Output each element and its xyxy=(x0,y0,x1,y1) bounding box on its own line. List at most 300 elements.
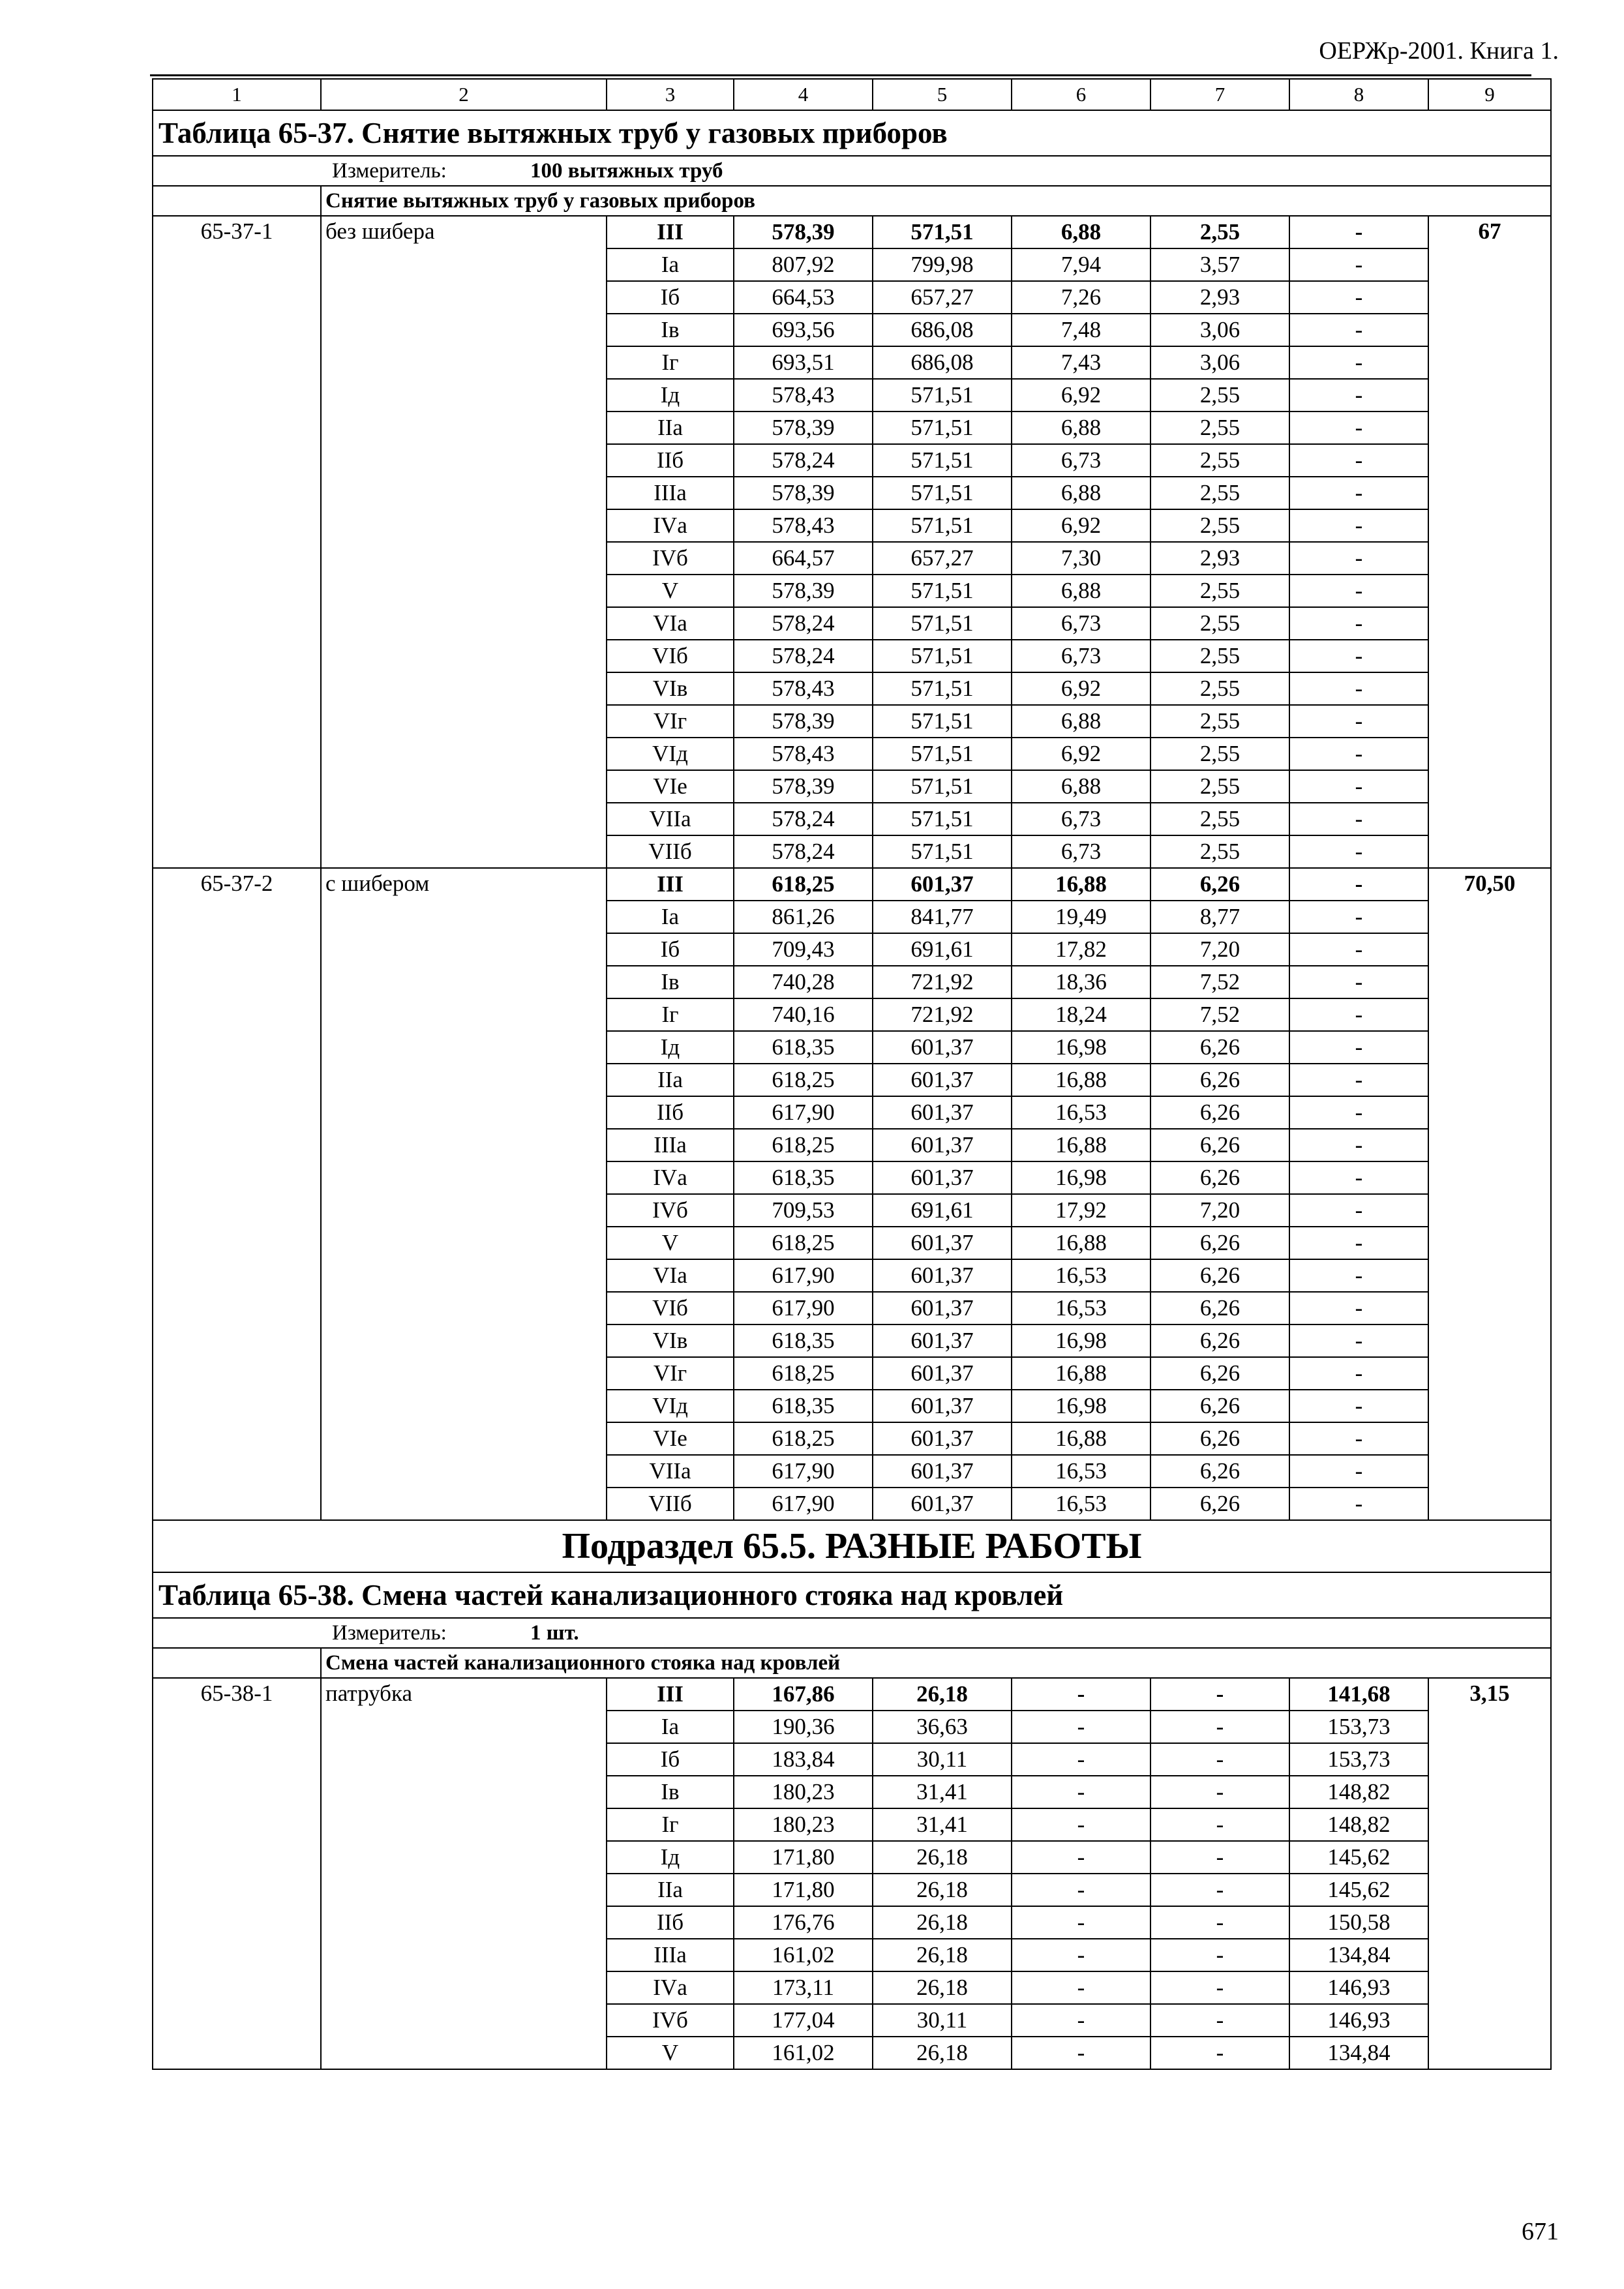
machine-cost: - xyxy=(1012,1743,1150,1776)
region-code: Iг xyxy=(607,1808,734,1841)
materials-cost: - xyxy=(1289,901,1428,933)
machine-cost: 6,92 xyxy=(1012,509,1150,542)
machinist-wage: 7,20 xyxy=(1150,933,1289,966)
labor-cost: 657,27 xyxy=(873,281,1012,314)
labor-cost: 691,61 xyxy=(873,1194,1012,1227)
labor-cost: 601,37 xyxy=(873,1129,1012,1161)
machine-cost: 7,43 xyxy=(1012,346,1150,379)
item-code: 65-37-2 xyxy=(153,868,321,1520)
machine-cost: 6,88 xyxy=(1012,575,1150,607)
machinist-wage: 8,77 xyxy=(1150,901,1289,933)
region-code: Iд xyxy=(607,379,734,411)
group-spacer xyxy=(153,1648,321,1678)
labor-cost: 26,18 xyxy=(873,1971,1012,2004)
machine-cost: - xyxy=(1012,1874,1150,1906)
machinist-wage: 2,55 xyxy=(1150,444,1289,477)
total-cost: 578,24 xyxy=(734,444,873,477)
rates-table xyxy=(152,78,1552,2070)
labor-cost: 721,92 xyxy=(873,966,1012,998)
machine-cost: 18,36 xyxy=(1012,966,1150,998)
total-cost: 618,25 xyxy=(734,868,873,901)
labor-cost: 691,61 xyxy=(873,933,1012,966)
machinist-wage: 6,26 xyxy=(1150,1455,1289,1488)
materials-cost: - xyxy=(1289,705,1428,738)
materials-cost: - xyxy=(1289,1390,1428,1422)
region-code: IIб xyxy=(607,1096,734,1129)
machinist-wage: 6,26 xyxy=(1150,1161,1289,1194)
machine-cost: 16,88 xyxy=(1012,1064,1150,1096)
machinist-wage: - xyxy=(1150,2037,1289,2069)
machinist-wage: 2,55 xyxy=(1150,216,1289,248)
materials-cost: - xyxy=(1289,1064,1428,1096)
machinist-wage: - xyxy=(1150,1808,1289,1841)
machine-cost: 6,88 xyxy=(1012,411,1150,444)
total-cost: 161,02 xyxy=(734,2037,873,2069)
group-row xyxy=(153,1648,1551,1678)
materials-cost: 148,82 xyxy=(1289,1776,1428,1808)
machinist-wage: - xyxy=(1150,1906,1289,1939)
table-row xyxy=(153,216,1551,248)
total-cost: 693,51 xyxy=(734,346,873,379)
materials-cost: - xyxy=(1289,1259,1428,1292)
unit-value: 1 шт. xyxy=(530,1621,579,1645)
region-code: V xyxy=(607,1227,734,1259)
total-cost: 617,90 xyxy=(734,1259,873,1292)
total-cost: 173,11 xyxy=(734,1971,873,2004)
machine-cost: 6,73 xyxy=(1012,444,1150,477)
labor-cost: 657,27 xyxy=(873,542,1012,575)
materials-cost: - xyxy=(1289,868,1428,901)
materials-cost: - xyxy=(1289,1227,1428,1259)
materials-cost: - xyxy=(1289,672,1428,705)
machine-cost: - xyxy=(1012,1776,1150,1808)
labor-cost: 601,37 xyxy=(873,1324,1012,1357)
labor-cost: 26,18 xyxy=(873,1678,1012,1711)
materials-cost: - xyxy=(1289,248,1428,281)
materials-cost: - xyxy=(1289,1324,1428,1357)
machine-cost: 7,94 xyxy=(1012,248,1150,281)
materials-cost: - xyxy=(1289,803,1428,835)
column-number: 2 xyxy=(321,79,607,110)
materials-cost: - xyxy=(1289,346,1428,379)
machinist-wage: 6,26 xyxy=(1150,1390,1289,1422)
labor-cost: 571,51 xyxy=(873,672,1012,705)
machinist-wage: 3,06 xyxy=(1150,314,1289,346)
machinist-wage: 6,26 xyxy=(1150,1227,1289,1259)
header-rule xyxy=(150,74,1531,76)
total-cost: 618,35 xyxy=(734,1161,873,1194)
materials-cost: - xyxy=(1289,411,1428,444)
labor-cost: 26,18 xyxy=(873,1906,1012,1939)
column-number: 8 xyxy=(1289,79,1428,110)
labor-cost: 571,51 xyxy=(873,411,1012,444)
item-name: патрубка xyxy=(321,1678,607,2069)
machinist-wage: 6,26 xyxy=(1150,1422,1289,1455)
materials-cost: - xyxy=(1289,1455,1428,1488)
region-code: VIIа xyxy=(607,1455,734,1488)
region-code: IVа xyxy=(607,1161,734,1194)
labor-cost: 571,51 xyxy=(873,216,1012,248)
materials-cost: 145,62 xyxy=(1289,1874,1428,1906)
machine-cost: - xyxy=(1012,1678,1150,1711)
region-code: Iб xyxy=(607,933,734,966)
region-code: Iг xyxy=(607,998,734,1031)
region-code: Iа xyxy=(607,1711,734,1743)
region-code: IVб xyxy=(607,542,734,575)
materials-cost: 153,73 xyxy=(1289,1743,1428,1776)
item-name: без шибера xyxy=(321,216,607,868)
machine-cost: 16,53 xyxy=(1012,1292,1150,1324)
column-number: 1 xyxy=(153,79,321,110)
region-code: VIв xyxy=(607,672,734,705)
unit-label: Измеритель: xyxy=(332,1621,447,1645)
machinist-wage: 7,52 xyxy=(1150,966,1289,998)
column-number: 4 xyxy=(734,79,873,110)
running-header: ОЕРЖр-2001. Книга 1. xyxy=(1319,37,1559,65)
labor-cost: 601,37 xyxy=(873,868,1012,901)
labor-cost: 26,18 xyxy=(873,2037,1012,2069)
total-cost: 167,86 xyxy=(734,1678,873,1711)
machine-cost: 6,73 xyxy=(1012,803,1150,835)
labor-hours: 70,50 xyxy=(1428,868,1551,1520)
labor-cost: 841,77 xyxy=(873,901,1012,933)
total-cost: 664,57 xyxy=(734,542,873,575)
labor-cost: 601,37 xyxy=(873,1455,1012,1488)
machinist-wage: 6,26 xyxy=(1150,868,1289,901)
region-code: Iв xyxy=(607,1776,734,1808)
materials-cost: - xyxy=(1289,314,1428,346)
total-cost: 618,25 xyxy=(734,1064,873,1096)
labor-cost: 26,18 xyxy=(873,1939,1012,1971)
labor-cost: 799,98 xyxy=(873,248,1012,281)
total-cost: 709,43 xyxy=(734,933,873,966)
region-code: VIа xyxy=(607,1259,734,1292)
labor-cost: 686,08 xyxy=(873,314,1012,346)
machine-cost: - xyxy=(1012,1841,1150,1874)
total-cost: 578,39 xyxy=(734,216,873,248)
item-code: 65-38-1 xyxy=(153,1678,321,2069)
machinist-wage: - xyxy=(1150,1971,1289,2004)
region-code: Iб xyxy=(607,281,734,314)
materials-cost: - xyxy=(1289,998,1428,1031)
machinist-wage: 7,20 xyxy=(1150,1194,1289,1227)
region-code: Iд xyxy=(607,1841,734,1874)
machine-cost: 16,53 xyxy=(1012,1259,1150,1292)
total-cost: 190,36 xyxy=(734,1711,873,1743)
machine-cost: 6,88 xyxy=(1012,705,1150,738)
machinist-wage: 2,55 xyxy=(1150,672,1289,705)
machine-cost: 6,88 xyxy=(1012,770,1150,803)
total-cost: 709,53 xyxy=(734,1194,873,1227)
region-code: III xyxy=(607,216,734,248)
total-cost: 578,39 xyxy=(734,575,873,607)
region-code: Iа xyxy=(607,248,734,281)
labor-cost: 686,08 xyxy=(873,346,1012,379)
total-cost: 693,56 xyxy=(734,314,873,346)
machine-cost: 16,88 xyxy=(1012,1129,1150,1161)
machine-cost: - xyxy=(1012,1711,1150,1743)
subsection-row xyxy=(153,1520,1551,1572)
table-title: Таблица 65-37. Снятие вытяжных труб у газовых приборов xyxy=(153,110,1551,156)
labor-cost: 30,11 xyxy=(873,1743,1012,1776)
machinist-wage: 2,55 xyxy=(1150,411,1289,444)
subsection-title: Подраздел 65.5. РАЗНЫЕ РАБОТЫ xyxy=(153,1520,1551,1572)
labor-cost: 571,51 xyxy=(873,705,1012,738)
labor-cost: 571,51 xyxy=(873,803,1012,835)
region-code: IIа xyxy=(607,1064,734,1096)
machine-cost: 17,82 xyxy=(1012,933,1150,966)
total-cost: 861,26 xyxy=(734,901,873,933)
region-code: IVб xyxy=(607,1194,734,1227)
labor-cost: 601,37 xyxy=(873,1031,1012,1064)
total-cost: 180,23 xyxy=(734,1776,873,1808)
materials-cost: - xyxy=(1289,640,1428,672)
labor-cost: 601,37 xyxy=(873,1488,1012,1520)
machinist-wage: 2,93 xyxy=(1150,542,1289,575)
region-code: IVб xyxy=(607,2004,734,2037)
total-cost: 180,23 xyxy=(734,1808,873,1841)
region-code: IIIа xyxy=(607,477,734,509)
region-code: IIа xyxy=(607,411,734,444)
machine-cost: 16,53 xyxy=(1012,1455,1150,1488)
region-code: VIIб xyxy=(607,1488,734,1520)
total-cost: 618,25 xyxy=(734,1227,873,1259)
total-cost: 578,43 xyxy=(734,509,873,542)
region-code: IIIа xyxy=(607,1939,734,1971)
materials-cost: - xyxy=(1289,216,1428,248)
machinist-wage: 2,55 xyxy=(1150,803,1289,835)
column-number: 6 xyxy=(1012,79,1150,110)
machine-cost: - xyxy=(1012,2037,1150,2069)
region-code: VIд xyxy=(607,1390,734,1422)
machinist-wage: 6,26 xyxy=(1150,1259,1289,1292)
machine-cost: 7,48 xyxy=(1012,314,1150,346)
region-code: Iд xyxy=(607,1031,734,1064)
machinist-wage: 2,55 xyxy=(1150,575,1289,607)
total-cost: 578,24 xyxy=(734,607,873,640)
table-title-row xyxy=(153,110,1551,156)
total-cost: 618,25 xyxy=(734,1357,873,1390)
labor-cost: 601,37 xyxy=(873,1422,1012,1455)
region-code: VIб xyxy=(607,1292,734,1324)
column-number: 7 xyxy=(1150,79,1289,110)
machinist-wage: 6,26 xyxy=(1150,1488,1289,1520)
column-number: 5 xyxy=(873,79,1012,110)
total-cost: 664,53 xyxy=(734,281,873,314)
total-cost: 578,39 xyxy=(734,705,873,738)
machine-cost: 16,88 xyxy=(1012,1357,1150,1390)
machine-cost: - xyxy=(1012,1971,1150,2004)
total-cost: 740,16 xyxy=(734,998,873,1031)
group-title: Смена частей канализационного стояка над кровлей xyxy=(321,1648,1551,1678)
column-number: 9 xyxy=(1428,79,1551,110)
materials-cost: - xyxy=(1289,1031,1428,1064)
machinist-wage: 2,55 xyxy=(1150,705,1289,738)
labor-cost: 571,51 xyxy=(873,770,1012,803)
region-code: VIг xyxy=(607,705,734,738)
materials-cost: - xyxy=(1289,835,1428,868)
machinist-wage: - xyxy=(1150,1776,1289,1808)
materials-cost: - xyxy=(1289,1161,1428,1194)
machine-cost: 6,88 xyxy=(1012,216,1150,248)
group-spacer xyxy=(153,186,321,216)
materials-cost: 145,62 xyxy=(1289,1841,1428,1874)
materials-cost: - xyxy=(1289,1422,1428,1455)
labor-cost: 601,37 xyxy=(873,1227,1012,1259)
materials-cost: - xyxy=(1289,607,1428,640)
machinist-wage: 3,57 xyxy=(1150,248,1289,281)
region-code: VIе xyxy=(607,770,734,803)
machinist-wage: 2,55 xyxy=(1150,477,1289,509)
region-code: VIIб xyxy=(607,835,734,868)
total-cost: 618,35 xyxy=(734,1031,873,1064)
machine-cost: 16,53 xyxy=(1012,1096,1150,1129)
machinist-wage: 2,55 xyxy=(1150,770,1289,803)
materials-cost: - xyxy=(1289,444,1428,477)
machinist-wage: 2,55 xyxy=(1150,835,1289,868)
materials-cost: 134,84 xyxy=(1289,1939,1428,1971)
region-code: Iб xyxy=(607,1743,734,1776)
labor-cost: 571,51 xyxy=(873,738,1012,770)
machine-cost: 16,98 xyxy=(1012,1031,1150,1064)
machine-cost: 18,24 xyxy=(1012,998,1150,1031)
unit-row xyxy=(153,1618,1551,1648)
machine-cost: 16,88 xyxy=(1012,1227,1150,1259)
machine-cost: 16,88 xyxy=(1012,868,1150,901)
materials-cost: 146,93 xyxy=(1289,2004,1428,2037)
materials-cost: - xyxy=(1289,1194,1428,1227)
machinist-wage: 2,55 xyxy=(1150,509,1289,542)
materials-cost: 148,82 xyxy=(1289,1808,1428,1841)
machine-cost: 17,92 xyxy=(1012,1194,1150,1227)
machine-cost: 6,73 xyxy=(1012,607,1150,640)
total-cost: 578,39 xyxy=(734,770,873,803)
machinist-wage: 3,06 xyxy=(1150,346,1289,379)
unit-cell xyxy=(153,1618,1551,1648)
machine-cost: 6,92 xyxy=(1012,672,1150,705)
unit-cell xyxy=(153,156,1551,186)
total-cost: 807,92 xyxy=(734,248,873,281)
region-code: IVа xyxy=(607,509,734,542)
group-title: Снятие вытяжных труб у газовых приборов xyxy=(321,186,1551,216)
region-code: III xyxy=(607,868,734,901)
labor-cost: 571,51 xyxy=(873,835,1012,868)
total-cost: 578,43 xyxy=(734,738,873,770)
region-code: IIIа xyxy=(607,1129,734,1161)
labor-cost: 26,18 xyxy=(873,1841,1012,1874)
total-cost: 578,43 xyxy=(734,379,873,411)
machine-cost: 16,98 xyxy=(1012,1324,1150,1357)
materials-cost: - xyxy=(1289,933,1428,966)
machine-cost: 6,73 xyxy=(1012,835,1150,868)
materials-cost: - xyxy=(1289,1357,1428,1390)
table-title: Таблица 65-38. Смена частей канализационного стояка над кровлей xyxy=(153,1572,1551,1618)
machinist-wage: - xyxy=(1150,1743,1289,1776)
region-code: IIб xyxy=(607,1906,734,1939)
table-title-row xyxy=(153,1572,1551,1618)
labor-cost: 601,37 xyxy=(873,1357,1012,1390)
materials-cost: - xyxy=(1289,281,1428,314)
total-cost: 171,80 xyxy=(734,1874,873,1906)
item-code: 65-37-1 xyxy=(153,216,321,868)
machine-cost: - xyxy=(1012,2004,1150,2037)
table-row xyxy=(153,1678,1551,1711)
labor-cost: 571,51 xyxy=(873,640,1012,672)
machinist-wage: 6,26 xyxy=(1150,1096,1289,1129)
machine-cost: 16,98 xyxy=(1012,1161,1150,1194)
labor-cost: 601,37 xyxy=(873,1390,1012,1422)
group-row xyxy=(153,186,1551,216)
materials-cost: - xyxy=(1289,1488,1428,1520)
unit-value: 100 вытяжных труб xyxy=(530,159,723,183)
region-code: IVа xyxy=(607,1971,734,2004)
materials-cost: - xyxy=(1289,575,1428,607)
labor-cost: 571,51 xyxy=(873,379,1012,411)
machine-cost: - xyxy=(1012,1906,1150,1939)
labor-cost: 571,51 xyxy=(873,509,1012,542)
labor-cost: 601,37 xyxy=(873,1064,1012,1096)
labor-cost: 571,51 xyxy=(873,444,1012,477)
labor-hours: 67 xyxy=(1428,216,1551,868)
materials-cost: - xyxy=(1289,738,1428,770)
machine-cost: 6,73 xyxy=(1012,640,1150,672)
region-code: V xyxy=(607,575,734,607)
machine-cost: 7,26 xyxy=(1012,281,1150,314)
machinist-wage: 7,52 xyxy=(1150,998,1289,1031)
materials-cost: - xyxy=(1289,1292,1428,1324)
labor-cost: 601,37 xyxy=(873,1161,1012,1194)
labor-cost: 571,51 xyxy=(873,575,1012,607)
item-name: с шибером xyxy=(321,868,607,1520)
total-cost: 578,24 xyxy=(734,640,873,672)
total-cost: 617,90 xyxy=(734,1292,873,1324)
labor-cost: 30,11 xyxy=(873,2004,1012,2037)
machinist-wage: 2,55 xyxy=(1150,607,1289,640)
column-number: 3 xyxy=(607,79,734,110)
labor-cost: 601,37 xyxy=(873,1259,1012,1292)
total-cost: 578,39 xyxy=(734,411,873,444)
total-cost: 617,90 xyxy=(734,1455,873,1488)
labor-cost: 571,51 xyxy=(873,607,1012,640)
total-cost: 578,24 xyxy=(734,835,873,868)
region-code: III xyxy=(607,1678,734,1711)
region-code: Iа xyxy=(607,901,734,933)
machinist-wage: - xyxy=(1150,1874,1289,1906)
region-code: VIб xyxy=(607,640,734,672)
machine-cost: 6,92 xyxy=(1012,379,1150,411)
materials-cost: - xyxy=(1289,542,1428,575)
total-cost: 171,80 xyxy=(734,1841,873,1874)
machine-cost: 6,88 xyxy=(1012,477,1150,509)
labor-cost: 31,41 xyxy=(873,1808,1012,1841)
machinist-wage: 6,26 xyxy=(1150,1292,1289,1324)
machinist-wage: - xyxy=(1150,1711,1289,1743)
materials-cost: 134,84 xyxy=(1289,2037,1428,2069)
labor-cost: 31,41 xyxy=(873,1776,1012,1808)
total-cost: 740,28 xyxy=(734,966,873,998)
labor-cost: 721,92 xyxy=(873,998,1012,1031)
total-cost: 177,04 xyxy=(734,2004,873,2037)
total-cost: 618,35 xyxy=(734,1390,873,1422)
machinist-wage: 2,55 xyxy=(1150,379,1289,411)
labor-cost: 571,51 xyxy=(873,477,1012,509)
machinist-wage: 2,93 xyxy=(1150,281,1289,314)
machine-cost: - xyxy=(1012,1808,1150,1841)
machine-cost: 16,98 xyxy=(1012,1390,1150,1422)
machine-cost: - xyxy=(1012,1939,1150,1971)
table-row xyxy=(153,868,1551,901)
machinist-wage: 6,26 xyxy=(1150,1129,1289,1161)
